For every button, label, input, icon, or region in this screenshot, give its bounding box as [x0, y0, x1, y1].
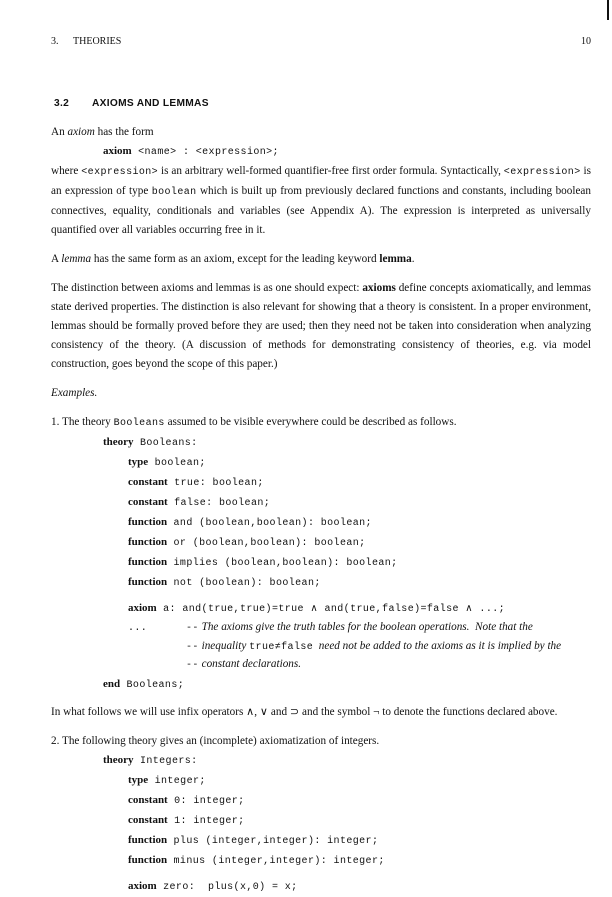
code: Integers:: [133, 755, 198, 767]
code-line: [51, 453, 591, 473]
comment-text: need not be added to the axioms as it is implied by the: [313, 639, 562, 652]
integers-declarations: [51, 771, 591, 871]
keyword: theory: [103, 753, 134, 766]
text: is an arbitrary well-formed quantifier-free first order formula. Syntactically,: [158, 165, 504, 177]
text: where: [51, 165, 82, 177]
text: An: [51, 126, 68, 138]
booleans-declarations: [51, 453, 591, 593]
code: Booleans;: [120, 679, 185, 691]
keyword: function: [128, 536, 168, 548]
booleans-comment: [51, 619, 591, 675]
axiom-form: [51, 142, 591, 162]
section-heading: [51, 98, 591, 109]
keyword: type: [128, 456, 149, 468]
keyword: constant: [128, 496, 168, 508]
infix-paragraph: In what follows we will use infix operators ∧, ∨ and ⊃ and the symbol ¬ to denote the functions declared above.: [51, 705, 558, 718]
keyword: axiom: [128, 602, 157, 614]
keyword: axiom: [128, 879, 157, 892]
keyword: constant: [128, 476, 168, 488]
code-line: [51, 473, 591, 493]
keyword: function: [128, 833, 168, 846]
code-line: [51, 513, 591, 533]
text: 1. The theory: [51, 416, 114, 428]
code-line: [51, 533, 591, 553]
code-line: [51, 771, 591, 791]
keyword: function: [128, 853, 168, 866]
text: has the form: [94, 126, 154, 138]
section-title: AXIOMS AND LEMMAS: [92, 98, 209, 109]
keyword: constant: [128, 813, 168, 826]
code: Booleans: [113, 418, 165, 429]
text: has the same form as an axiom, except for the leading keyword: [91, 253, 380, 265]
keyword: constant: [128, 793, 168, 806]
code: 0: integer;: [167, 795, 245, 807]
text: The distinction between axioms and lemmas is as one should expect:: [51, 282, 363, 294]
term-lemma: lemma: [61, 253, 92, 265]
booleans-axiom: [51, 599, 591, 619]
code: Booleans:: [133, 438, 198, 449]
keyword: axioms: [362, 282, 396, 294]
keyword: end: [103, 677, 121, 690]
comment-dash: --: [186, 641, 199, 653]
chapter-number: 3.: [51, 36, 59, 47]
where-paragraph: [51, 162, 591, 240]
keyword: lemma: [379, 253, 412, 265]
code: false: boolean;: [167, 498, 271, 509]
distinction-paragraph: [51, 279, 591, 374]
examples-label: [51, 384, 591, 403]
comment-text: constant declarations.: [201, 658, 302, 670]
comment-line: [128, 656, 591, 675]
code-line: [51, 831, 591, 851]
theory-integers-header: [51, 751, 591, 771]
comment-line: [128, 638, 591, 657]
code: true≠false: [249, 641, 314, 653]
comment-text: The axioms give the truth tables for the boolean operations. Note that the: [201, 621, 533, 633]
text: .: [411, 253, 415, 265]
example2-intro: 2. The following theory gives an (incomplete) axiomatization of integers.: [51, 734, 380, 747]
keyword: function: [128, 556, 168, 568]
code-line: [51, 791, 591, 811]
code-line: [51, 553, 591, 573]
text: Examples.: [51, 387, 98, 399]
keyword: function: [128, 516, 168, 528]
chapter-title: THEORIES: [73, 36, 122, 47]
keyword: theory: [103, 436, 134, 448]
comment-line: [128, 619, 591, 638]
code: or (boolean,boolean): boolean;: [167, 538, 366, 549]
code-line: [51, 811, 591, 831]
page-edge-mark: [607, 0, 609, 20]
text: A: [51, 253, 62, 265]
code: minus (integer,integer): integer;: [167, 855, 385, 867]
code: <expression>: [81, 167, 159, 178]
ellipsis: ...: [128, 623, 148, 634]
lemma-paragraph: [51, 250, 591, 269]
code: not (boolean): boolean;: [167, 578, 321, 589]
keyword: type: [128, 773, 149, 786]
code-line: [51, 851, 591, 871]
end-booleans: [51, 675, 591, 695]
page-number: 10: [581, 36, 591, 47]
term-axiom: axiom: [67, 126, 95, 138]
text: assumed to be visible everywhere could be described as follows.: [164, 416, 457, 428]
code: implies (boolean,boolean): boolean;: [167, 558, 398, 569]
code: <name> : <expression>;: [131, 147, 279, 158]
integers-axiom-zero: [51, 877, 591, 897]
code: boolean: [151, 187, 197, 198]
comment-dash: --: [186, 660, 199, 671]
keyword: axiom: [103, 145, 132, 157]
code: <expression>: [503, 167, 581, 178]
code: plus (integer,integer): integer;: [167, 835, 379, 847]
keyword: function: [128, 576, 168, 588]
running-header: [51, 36, 591, 50]
code: a: and(true,true)=true ∧ and(true,false)=false ∧ ...;: [156, 604, 506, 615]
text: define concepts axiomatically, and lemmas state derived properties. The distinction is also relevant for showing that a theory is consistent. In a proper environment, lemmas should be formally proved before they are used; then they need not be taken into consideration when analyzing consistency of the theory. (A discussion of methods for demonstrating consistency of theories, e.g. via model construction, goes beyond the scope of this paper.): [51, 282, 591, 370]
code: and (boolean,boolean): boolean;: [167, 518, 372, 529]
text: which is built up from previously declared functions and constants, including boolean connectives, equality, conditionals and variables (see Appendix A). The expression is interpreted as universally quantified over all variables occurring free in it.: [51, 185, 591, 236]
code: zero: plus(x,0) = x;: [156, 881, 298, 893]
code: integer;: [148, 775, 206, 787]
example1-intro: [51, 413, 591, 433]
theory-booleans-header: [51, 433, 591, 453]
section-number: 3.2: [54, 98, 70, 109]
code-line: [51, 493, 591, 513]
page-body: [51, 98, 591, 897]
code: boolean;: [148, 458, 206, 469]
comment-text: inequality: [201, 639, 250, 652]
comment-dash: --: [186, 623, 199, 634]
code: 1: integer;: [167, 815, 245, 827]
code: true: boolean;: [167, 478, 264, 489]
axiom-intro: [51, 123, 591, 142]
text: is an expression of type: [51, 165, 591, 197]
code-line: [51, 573, 591, 593]
